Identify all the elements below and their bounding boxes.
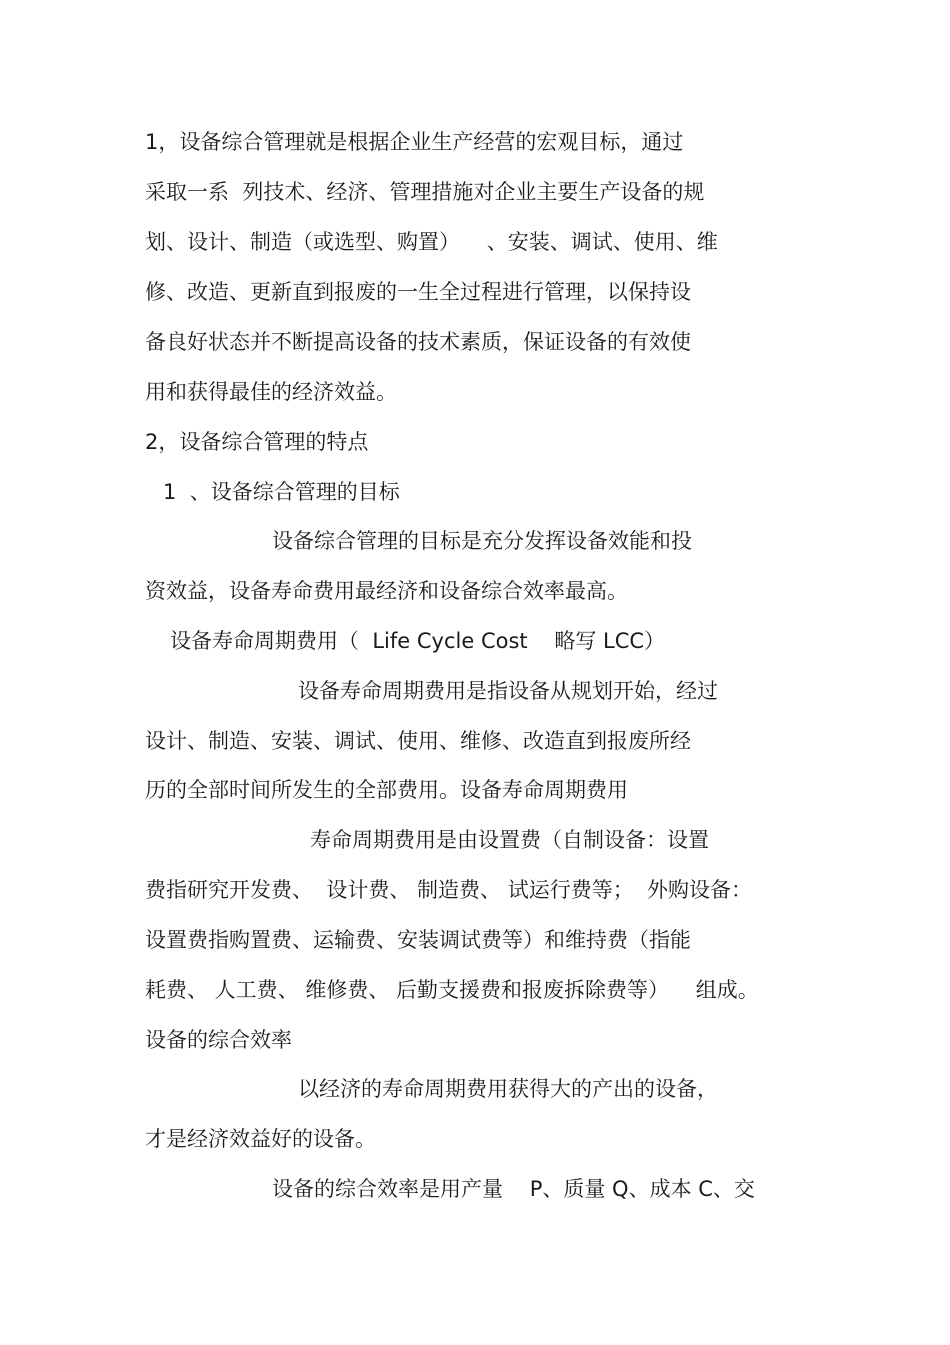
paragraph-4-line-2: 费指研究开发费、 设计费、 制造费、 试运行费等； 外购设备： bbox=[145, 878, 753, 902]
paragraph-3-line-1: 设备寿命周期费用是指设备从规划开始，经过 bbox=[298, 679, 718, 703]
paragraph-5-line-1: 以经济的寿命周期费用获得大的产出的设备， bbox=[298, 1077, 718, 1101]
paragraph-3-line-3: 历的全部时间所发生的全部费用。设备寿命周期费用 bbox=[145, 778, 628, 802]
paragraph-1-line-4: 修、改造、更新直到报废的一生全过程进行管理，以保持设 bbox=[145, 280, 691, 304]
section-heading-efficiency: 设备的综合效率 bbox=[145, 1028, 292, 1052]
paragraph-2-line-2: 资效益，设备寿命费用最经济和设备综合效率最高。 bbox=[145, 579, 628, 603]
paragraph-2-line-1: 设备综合管理的目标是充分发挥设备效能和投 bbox=[272, 529, 692, 553]
paragraph-6-line-1: 设备的综合效率是用产量 P、质量 Q、成本 C、交 bbox=[272, 1177, 755, 1201]
paragraph-1-line-1: 1，设备综合管理就是根据企业生产经营的宏观目标，通过 bbox=[145, 130, 684, 154]
paragraph-4-line-4: 耗费、 人工费、 维修费、 后勤支援费和报废拆除费等） 组成。 bbox=[145, 978, 759, 1002]
section-heading-2: 2，设备综合管理的特点 bbox=[145, 430, 369, 454]
paragraph-1-line-3: 划、设计、制造（或选型、购置） 、安装、调试、使用、维 bbox=[145, 230, 718, 254]
paragraph-1-line-5: 备良好状态并不断提高设备的技术素质，保证设备的有效使 bbox=[145, 330, 691, 354]
paragraph-5-line-2: 才是经济效益好的设备。 bbox=[145, 1127, 376, 1151]
lcc-term-heading: 设备寿命周期费用（ Life Cycle Cost 略写 LCC） bbox=[170, 629, 666, 653]
paragraph-3-line-2: 设计、制造、安装、调试、使用、维修、改造直到报废所经 bbox=[145, 729, 691, 753]
paragraph-1-line-2: 采取一系 列技术、经济、管理措施对企业主要生产设备的规 bbox=[145, 180, 705, 204]
paragraph-4-line-3: 设置费指购置费、运输费、安装调试费等）和维持费（指能 bbox=[145, 928, 691, 952]
subsection-heading-1: 1 、设备综合管理的目标 bbox=[163, 480, 400, 504]
paragraph-1-line-6: 用和获得最佳的经济效益。 bbox=[145, 380, 397, 404]
paragraph-4-line-1: 寿命周期费用是由设置费（自制设备：设置 bbox=[310, 828, 709, 852]
